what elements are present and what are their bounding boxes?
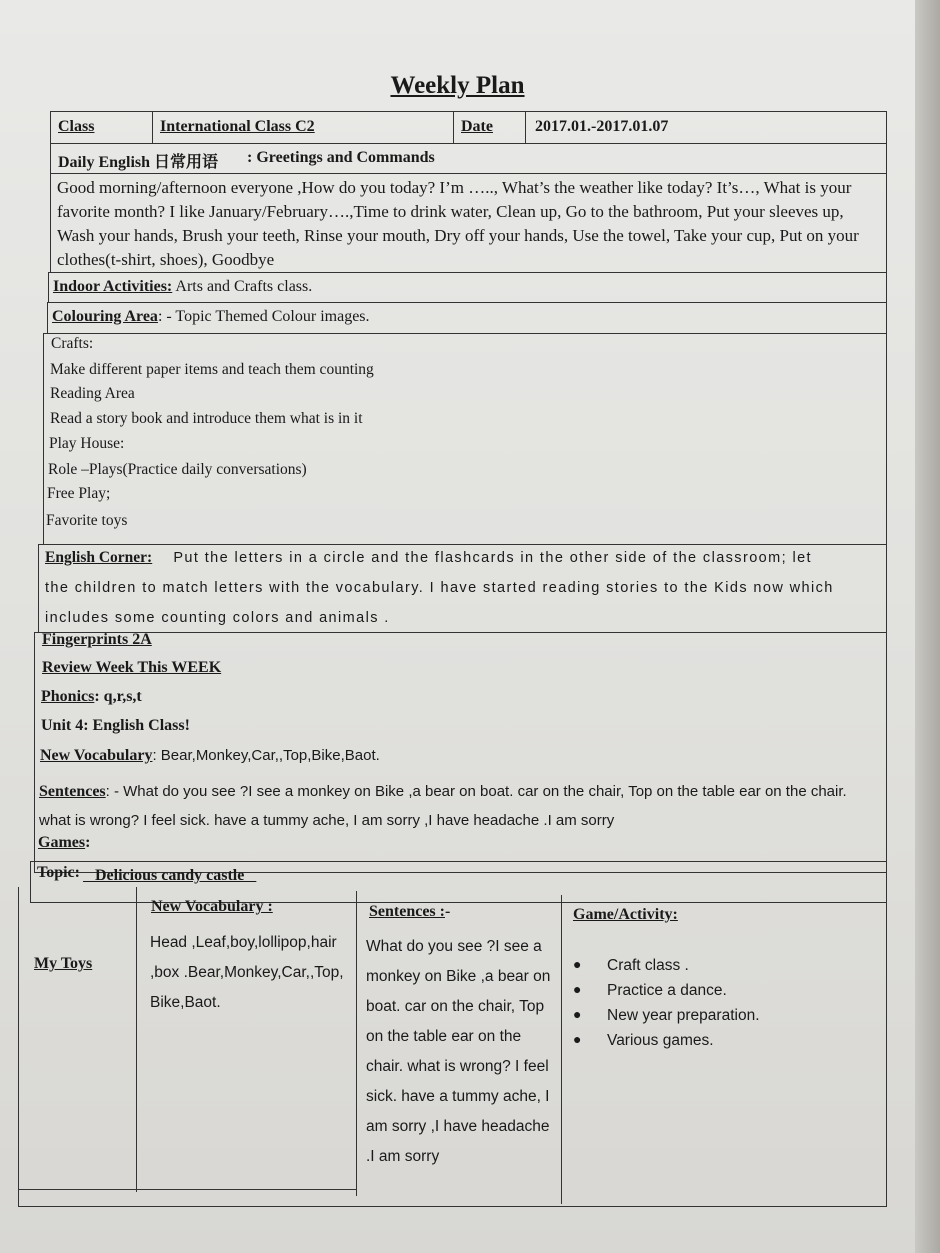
class-value: International Class C2 [160, 118, 315, 135]
english-corner-cell [38, 544, 887, 633]
english-corner-body: Put the letters in a circle and the flashcards in the other side of the classroom; let the children to match letters with the vocabulary. I have started reading stories to the Kids now which includes some counting colors and animals . [45, 550, 834, 626]
daily-english-row [50, 143, 887, 174]
fingerprints-cell [34, 632, 887, 873]
games-line [38, 834, 90, 852]
table-edge [915, 0, 940, 1253]
colouring-row [47, 302, 887, 334]
indoor-row [48, 272, 887, 303]
phonics-value: : q,r,s,t [94, 688, 142, 705]
date-value: 2017.01.-2017.01.07 [535, 118, 669, 135]
activity-line: Read a story book and introduce them what is in it [50, 410, 363, 427]
unit-title: Unit 4: English Class! [41, 717, 190, 734]
colouring-label: Colouring Area [52, 308, 158, 325]
book-title: Fingerprints 2A [42, 631, 152, 648]
activity-line: Reading Area [50, 385, 135, 402]
daily-english-label: Daily English 日常用语 [58, 154, 219, 171]
date-label: Date [461, 118, 493, 135]
bottom-sentences-label: Sentences : [369, 903, 445, 920]
activity-line: Role –Plays(Practice daily conversations) [48, 461, 307, 478]
bottom-sentences-suffix: - [444, 903, 451, 920]
page-title: Weekly Plan [390, 72, 525, 99]
vocab-value: : Bear,Monkey,Car,,Top,Bike,Baot. [152, 747, 380, 764]
header-row [50, 111, 887, 144]
game-activity-label: Game/Activity: [573, 906, 678, 923]
indoor-value: Arts and Crafts class. [172, 278, 313, 295]
activity-line: Free Play; [47, 485, 111, 502]
colouring-value: : - Topic Themed Colour images. [157, 308, 370, 325]
daily-english-text-cell [50, 173, 887, 273]
phonics-line [41, 688, 142, 706]
topic-label: Topic: [37, 864, 80, 881]
sentences-value: : - What do you see ?I see a monkey on Bike ,a bear on boat. car on the chair, Top on the table ear on the chair. what is wrong? I feel sick. have a tummy ache, I am sorry ,I have headache .I am sorry [39, 783, 847, 829]
daily-english-text: Good morning/afternoon everyone ,How do you today? I’m ….., What’s the weather like today? It’s…, What is your favorite month? I like January/February….,Time to drink water, Clean up, Go to the bathroom, Put your sleeves up, Wash your hands, Brush your teeth, Rinse your mouth, Dry off your hands, Use the towel, Take your cup, Put on your clothes(t-shirt, shoes), Goodbye [57, 178, 859, 269]
phonics-label: Phonics [41, 688, 95, 705]
colouring-text [52, 308, 370, 326]
game-item: ● New year preparation. [573, 1007, 873, 1032]
activity-line: Play House: [49, 435, 125, 452]
english-corner-text [45, 543, 835, 633]
activity-line: Make different paper items and teach them counting [50, 361, 374, 378]
games-label: Games [38, 834, 86, 851]
activity-line: Favorite toys [46, 512, 128, 529]
game-item: ● Various games. [573, 1032, 873, 1057]
games-value: : [85, 834, 91, 851]
activity-line: Crafts: [51, 335, 94, 352]
bottom-sentences-heading [369, 903, 450, 921]
sentences-label: Sentences [39, 783, 106, 800]
class-label: Class [58, 118, 95, 135]
vocab-line [40, 747, 380, 765]
bottom-vocab-text: Head ,Leaf,boy,lollipop,hair ,box .Bear,Monkey,Car,,Top, Bike,Baot. [150, 934, 344, 1011]
game-item: ● Practice a dance. [573, 982, 873, 1007]
bottom-vocab-label: New Vocabulary : [151, 898, 273, 915]
english-corner-label: English Corner: [45, 549, 153, 566]
activities-cell [43, 333, 887, 545]
bottom-sentences-text: What do you see ?I see a monkey on Bike ,a bear on boat. car on the chair, Top on the table ear on the chair. what is wrong? I feel sick. have a tummy ache, I am sorry ,I have headache .I am sorry [366, 938, 551, 1165]
topic-value: Delicious candy castle [83, 867, 257, 884]
game-item: ● Craft class . [573, 957, 873, 982]
indoor-label: Indoor Activities: [53, 278, 173, 295]
indoor-text [53, 278, 312, 296]
my-toys-label: My Toys [34, 955, 93, 972]
review-week: Review Week This WEEK [42, 659, 222, 676]
game-list [573, 957, 873, 1057]
daily-english-value: : Greetings and Commands [247, 149, 435, 166]
vocab-label: New Vocabulary [40, 747, 153, 764]
sentences-block [39, 777, 879, 835]
